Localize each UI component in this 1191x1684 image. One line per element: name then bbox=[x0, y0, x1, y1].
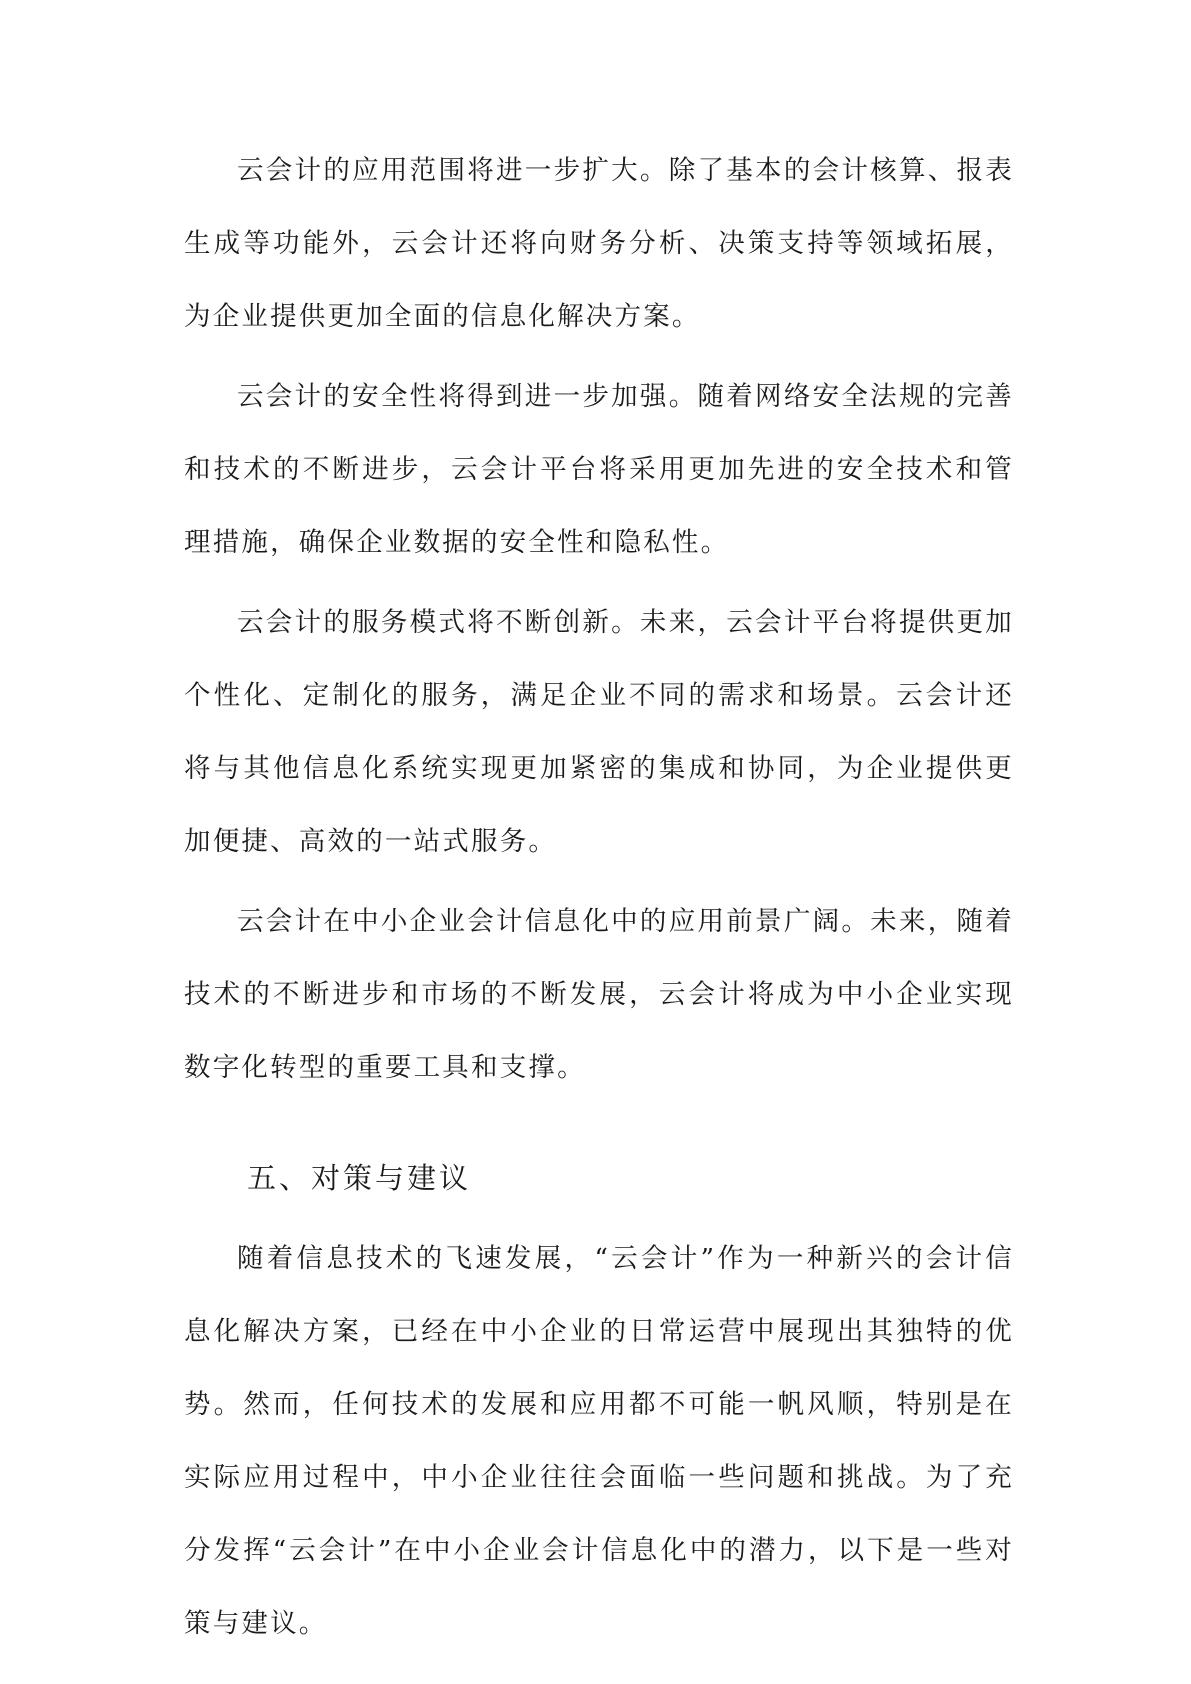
paragraph-scope-expansion: 云会计的应用范围将进一步扩大。除了基本的会计核算、报表生成等功能外，云会计还将向财务分析、决策支持等领域拓展，为企业提供更加全面的信息化解决方案。 bbox=[184, 155, 1014, 332]
document-body bbox=[184, 134, 1014, 1667]
section-heading: 五、对策与建议 bbox=[247, 1161, 472, 1195]
paragraph-security: 云会计的安全性将得到进一步加强。随着网络安全法规的完善和技术的不断进步，云会计平台将采用更加先进的安全技术和管理措施，确保企业数据的安全性和隐私性。 bbox=[184, 381, 1014, 558]
paragraph-countermeasures-intro: 随着信息技术的飞速发展，“云会计”作为一种新兴的会计信息化解决方案，已经在中小企业的日常运营中展现出其独特的优势。然而，任何技术的发展和应用都不可能一帆风顺，特别是在实际应用过程中，中小企业往往会面临一些问题和挑战。为了充分发挥“云会计”在中小企业会计信息化中的潜力，以下是一些对策与建议。 bbox=[184, 1243, 1014, 1639]
paragraph-prospects: 云会计在中小企业会计信息化中的应用前景广阔。未来，随着技术的不断进步和市场的不断发展，云会计将成为中小企业实现数字化转型的重要工具和支撑。 bbox=[184, 906, 1014, 1083]
paragraph-service-model: 云会计的服务模式将不断创新。未来，云会计平台将提供更加个性化、定制化的服务，满足企业不同的需求和场景。云会计还将与其他信息化系统实现更加紧密的集成和协同，为企业提供更加便捷、高效的一站式服务。 bbox=[184, 607, 1014, 857]
